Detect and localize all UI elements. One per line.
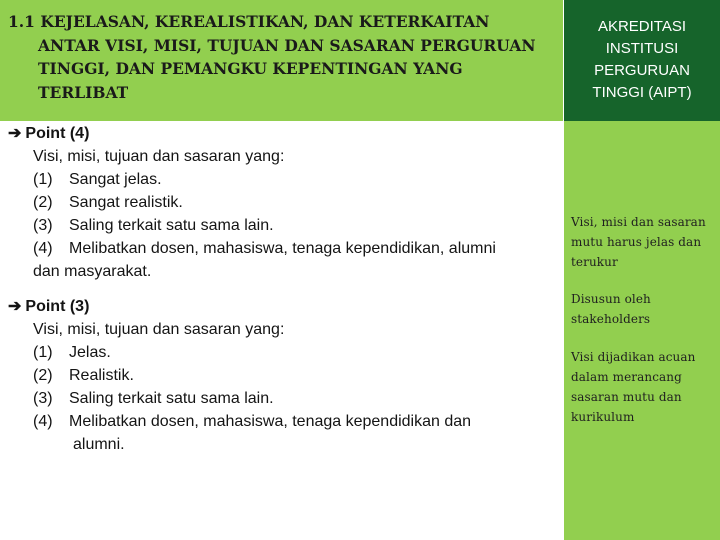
note-line: Visi, misi dan sasaran <box>571 215 706 229</box>
note-line: kurikulum <box>571 410 635 424</box>
arrow-right-icon: ➔ <box>8 298 22 315</box>
note-line: stakeholders <box>571 312 651 326</box>
point-intro: Visi, misi, tujuan dan sasaran yang: <box>33 321 285 338</box>
list-number: (2) <box>33 194 53 211</box>
list-number: (1) <box>33 171 53 188</box>
list-number: (4) <box>33 240 53 257</box>
title-line: 1.1 KEJELASAN, KEREALISTIKAN, DAN KETERKAITAN <box>8 12 490 31</box>
list-text: Jelas. <box>69 344 111 361</box>
title-line: TERLIBAT <box>38 82 129 102</box>
point-heading <box>8 122 560 145</box>
list-item <box>8 191 560 214</box>
list-item <box>8 410 560 433</box>
note-line: Visi dijadikan acuan <box>571 350 696 364</box>
list-text: Sangat realistik. <box>69 194 183 211</box>
point-intro: Visi, misi, tujuan dan sasaran yang: <box>33 148 285 165</box>
side-note-2 <box>571 289 716 329</box>
side-header-text <box>564 16 720 104</box>
list-text: Saling terkait satu sama lain. <box>69 390 274 407</box>
side-header-box <box>564 0 720 121</box>
note-line: sasaran mutu dan <box>571 390 682 404</box>
list-text: Melibatkan dosen, mahasiswa, tenaga kependidikan, alumni <box>69 240 496 257</box>
list-number: (3) <box>33 217 53 234</box>
point-3-section <box>8 295 560 456</box>
point-4-section <box>8 122 560 283</box>
title-line: ANTAR VISI, MISI, TUJUAN DAN SASARAN PERGURUAN <box>38 35 536 55</box>
side-header-line: TINGGI (AIPT) <box>592 84 692 101</box>
list-item <box>8 168 560 191</box>
point-heading <box>8 295 560 318</box>
title-line: TINGGI, DAN PEMANGKU KEPENTINGAN YANG <box>38 59 463 78</box>
side-note-1 <box>571 212 716 272</box>
note-line: Disusun oleh <box>571 292 651 306</box>
list-text: Sangat jelas. <box>69 171 162 188</box>
note-line: terukur <box>571 255 618 269</box>
list-number: (3) <box>33 390 53 407</box>
list-item <box>8 364 560 387</box>
list-item <box>8 214 560 237</box>
side-note-3 <box>571 347 716 427</box>
arrow-right-icon: ➔ <box>8 125 22 142</box>
point-label: Point (3) <box>25 298 90 315</box>
list-number: (1) <box>33 344 53 361</box>
list-item <box>8 387 560 410</box>
note-line: mutu harus jelas dan <box>571 235 702 249</box>
note-line: dalam merancang <box>571 370 682 384</box>
side-header-line: PERGURUAN <box>594 62 690 79</box>
list-item <box>8 341 560 364</box>
point-label: Point (4) <box>25 125 90 142</box>
list-number: (4) <box>33 413 53 430</box>
list-item <box>8 237 560 260</box>
list-number: (2) <box>33 367 53 384</box>
list-text: Realistik. <box>69 367 134 384</box>
slide-title <box>8 10 560 104</box>
list-text: Saling terkait satu sama lain. <box>69 217 274 234</box>
title-band <box>0 0 563 121</box>
list-text: Melibatkan dosen, mahasiswa, tenaga kependidikan dan <box>69 413 472 430</box>
list-continuation: dan masyarakat. <box>33 263 152 280</box>
side-header-line: AKREDITASI <box>597 18 687 35</box>
side-header-line: INSTITUSI <box>605 40 679 57</box>
list-continuation: alumni. <box>73 436 125 453</box>
